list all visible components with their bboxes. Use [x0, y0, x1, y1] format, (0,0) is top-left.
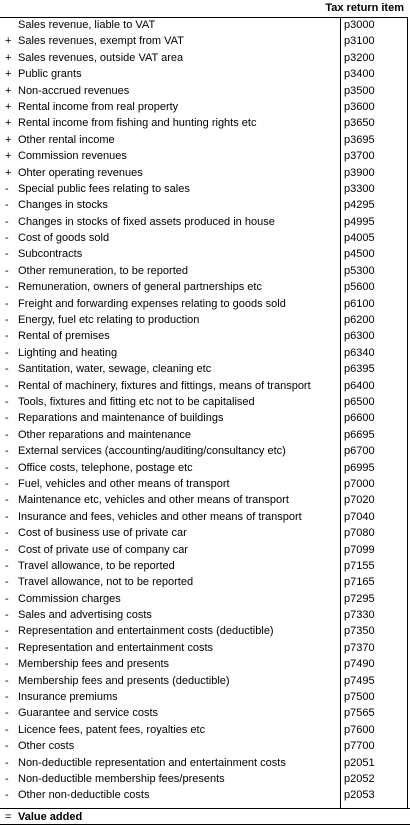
table-row [0, 361, 410, 377]
row-sign: + [5, 100, 12, 113]
row-tax-code: p7330 [344, 609, 375, 622]
row-description: Remuneration, owners of general partnerships etc [18, 281, 262, 294]
row-tax-code: p3400 [344, 68, 375, 81]
row-sign: - [5, 510, 9, 523]
row-description: Rental income from fishing and hunting rights etc [18, 117, 257, 130]
row-sign: - [5, 740, 9, 753]
table-row [0, 673, 410, 689]
row-tax-code: p6300 [344, 330, 375, 343]
row-description: Cost of private use of company car [18, 543, 188, 556]
row-description: Rental of machinery, fixtures and fittings, means of transport [18, 379, 311, 392]
table-row [0, 115, 410, 131]
row-description: Special public fees relating to sales [18, 182, 190, 195]
row-description: Representation and entertainment costs [18, 641, 214, 654]
total-label: Value added [18, 811, 83, 823]
table-row [0, 312, 410, 328]
table-row [0, 542, 410, 558]
row-description: Changes in stocks [18, 199, 108, 212]
row-tax-code: p4005 [344, 232, 375, 245]
table-row [0, 345, 410, 361]
row-sign: - [5, 658, 9, 671]
row-tax-code: p3500 [344, 84, 375, 97]
row-sign: - [5, 494, 9, 507]
table-row [0, 689, 410, 705]
row-sign: - [5, 363, 9, 376]
row-sign: - [5, 477, 9, 490]
row-description: Lighting and heating [18, 346, 118, 359]
row-tax-code: p6395 [344, 363, 375, 376]
row-sign: + [5, 150, 12, 163]
row-sign: - [5, 559, 9, 572]
table-row [0, 197, 410, 213]
row-description: Rental income from real property [18, 100, 179, 113]
row-sign: - [5, 330, 9, 343]
row-description: Freight and forwarding expenses relating to goods sold [18, 297, 286, 310]
table-row [0, 574, 410, 590]
row-tax-code: p5600 [344, 281, 375, 294]
row-sign: - [5, 264, 9, 277]
row-sign: - [5, 609, 9, 622]
row-description: Fuel, vehicles and other means of transport [18, 477, 230, 490]
row-sign: - [5, 314, 9, 327]
row-description: Other rental income [18, 133, 115, 146]
table-row [0, 296, 410, 312]
row-sign: - [5, 232, 9, 245]
row-tax-code: p7295 [344, 592, 375, 605]
row-sign: - [5, 723, 9, 736]
table-row [0, 148, 410, 164]
row-sign: + [5, 166, 12, 179]
row-sign: - [5, 543, 9, 556]
row-sign: + [5, 117, 12, 130]
row-tax-code: p3100 [344, 35, 375, 48]
row-description: Non-deductible representation and entertainment costs [18, 756, 286, 769]
row-sign: - [5, 199, 9, 212]
row-description: Rental of premises [18, 330, 110, 343]
row-tax-code: p6500 [344, 395, 375, 408]
table-row [0, 656, 410, 672]
table-row [0, 246, 410, 262]
row-description: Membership fees and presents (deductible) [18, 674, 230, 687]
row-tax-code: p4995 [344, 215, 375, 228]
row-sign: - [5, 395, 9, 408]
row-tax-code: p6995 [344, 461, 375, 474]
table-row [0, 787, 410, 803]
table-row [0, 165, 410, 181]
row-tax-code: p6700 [344, 445, 375, 458]
tax-items-table [0, 17, 410, 804]
row-description: Licence fees, patent fees, royalties etc [18, 723, 206, 736]
row-tax-code: p6100 [344, 297, 375, 310]
column-header-tax-return-item: Tax return item [325, 2, 404, 14]
row-description: Maintenance etc, vehicles and other means of transport [18, 494, 289, 507]
row-sign: - [5, 592, 9, 605]
table-header [0, 0, 410, 17]
row-tax-code: p7350 [344, 625, 375, 638]
row-sign: - [5, 625, 9, 638]
table-row [0, 230, 410, 246]
table-row [0, 279, 410, 295]
row-tax-code: p7155 [344, 559, 375, 572]
row-description: Other non-deductible costs [18, 789, 150, 802]
row-tax-code: p7565 [344, 707, 375, 720]
row-sign: + [5, 35, 12, 48]
row-tax-code: p3000 [344, 19, 375, 31]
row-tax-code: p3650 [344, 117, 375, 130]
table-row [0, 181, 410, 197]
row-sign: - [5, 182, 9, 195]
row-tax-code: p4295 [344, 199, 375, 212]
row-sign: - [5, 428, 9, 441]
row-description: Representation and entertainment costs (deductible) [18, 625, 274, 638]
row-description: Commission charges [18, 592, 121, 605]
row-sign: - [5, 346, 9, 359]
row-description: Travel allowance, not to be reported [18, 576, 194, 589]
row-sign: - [5, 576, 9, 589]
row-sign: - [5, 674, 9, 687]
row-tax-code: p2051 [344, 756, 375, 769]
table-row [0, 33, 410, 49]
table-row [0, 509, 410, 525]
row-tax-code: p7495 [344, 674, 375, 687]
row-tax-code: p7099 [344, 543, 375, 556]
table-row [0, 132, 410, 148]
table-row [0, 214, 410, 230]
row-sign: - [5, 756, 9, 769]
table-row [0, 460, 410, 476]
row-sign: - [5, 527, 9, 540]
table-row [0, 722, 410, 738]
table-row [0, 17, 410, 33]
table-row [0, 591, 410, 607]
row-sign: - [5, 248, 9, 261]
row-description: Cost of goods sold [18, 232, 110, 245]
row-description: Ohter operating revenues [18, 166, 143, 179]
row-tax-code: p6400 [344, 379, 375, 392]
row-description: Reparations and maintenance of buildings [18, 412, 224, 425]
code-column-divider [340, 17, 341, 808]
table-row [0, 492, 410, 508]
row-tax-code: p7490 [344, 658, 375, 671]
row-tax-code: p4500 [344, 248, 375, 261]
row-description: Non-deductible membership fees/presents [18, 772, 225, 785]
row-sign: - [5, 281, 9, 294]
row-tax-code: p6200 [344, 314, 375, 327]
row-tax-code: p6695 [344, 428, 375, 441]
row-sign: - [5, 412, 9, 425]
row-tax-code: p5300 [344, 264, 375, 277]
row-sign: - [5, 461, 9, 474]
table-row [0, 443, 410, 459]
table-row [0, 525, 410, 541]
row-sign: + [5, 68, 12, 81]
row-description: Tools, fixtures and fitting etc not to be capitalised [18, 395, 255, 408]
row-sign: - [5, 297, 9, 310]
table-row [0, 705, 410, 721]
row-tax-code: p2052 [344, 772, 375, 785]
table-row [0, 50, 410, 66]
row-sign: + [5, 133, 12, 146]
table-row [0, 394, 410, 410]
row-description: Sales revenues, outside VAT area [18, 51, 184, 64]
row-description: Subcontracts [18, 248, 83, 261]
total-sign: = [5, 811, 12, 823]
table-row [0, 771, 410, 787]
row-sign: - [5, 772, 9, 785]
row-tax-code: p7500 [344, 691, 375, 704]
row-tax-code: p6600 [344, 412, 375, 425]
row-sign: - [5, 215, 9, 228]
row-sign: - [5, 641, 9, 654]
table-row [0, 640, 410, 656]
table-row [0, 623, 410, 639]
table-row [0, 476, 410, 492]
row-tax-code: p2053 [344, 789, 375, 802]
row-description: External services (accounting/auditing/consultancy etc) [18, 445, 286, 458]
row-tax-code: p3600 [344, 100, 375, 113]
table-row [0, 378, 410, 394]
row-tax-code: p7000 [344, 477, 375, 490]
row-tax-code: p3700 [344, 150, 375, 163]
row-description: Other reparations and maintenance [18, 428, 192, 441]
row-description: Insurance premiums [18, 691, 118, 704]
row-description: Travel allowance, to be reported [18, 559, 175, 572]
table-row [0, 558, 410, 574]
row-sign: - [5, 691, 9, 704]
row-tax-code: p3300 [344, 182, 375, 195]
row-tax-code: p7040 [344, 510, 375, 523]
row-sign: - [5, 789, 9, 802]
table-row [0, 410, 410, 426]
table-row [0, 607, 410, 623]
row-tax-code: p3200 [344, 51, 375, 64]
row-description: Cost of business use of private car [18, 527, 187, 540]
row-tax-code: p7370 [344, 641, 375, 654]
row-description: Sales revenue, liable to VAT [18, 19, 156, 31]
row-description: Energy, fuel etc relating to production [18, 314, 200, 327]
row-description: Membership fees and presents [18, 658, 170, 671]
table-row [0, 738, 410, 754]
table-row [0, 66, 410, 82]
row-tax-code: p3900 [344, 166, 375, 179]
row-description: Public grants [18, 68, 82, 81]
row-tax-code: p7165 [344, 576, 375, 589]
row-sign: + [5, 84, 12, 97]
row-description: Santitation, water, sewage, cleaning etc [18, 363, 212, 376]
row-tax-code: p6340 [344, 346, 375, 359]
table-row [0, 427, 410, 443]
row-sign: - [5, 707, 9, 720]
row-description: Office costs, telephone, postage etc [18, 461, 193, 474]
row-description: Sales and advertising costs [18, 609, 152, 622]
row-tax-code: p3695 [344, 133, 375, 146]
row-sign: - [5, 379, 9, 392]
row-tax-code: p7700 [344, 740, 375, 753]
table-row [0, 263, 410, 279]
row-description: Other costs [18, 740, 75, 753]
table-row [0, 328, 410, 344]
row-tax-code: p7020 [344, 494, 375, 507]
row-tax-code: p7080 [344, 527, 375, 540]
total-row [0, 808, 410, 825]
row-description: Guarantee and service costs [18, 707, 159, 720]
row-description: Commission revenues [18, 150, 127, 163]
row-description: Sales revenues, exempt from VAT [18, 35, 184, 48]
row-description: Other remuneration, to be reported [18, 264, 188, 277]
row-sign: - [5, 445, 9, 458]
table-row [0, 83, 410, 99]
row-description: Non-accrued revenues [18, 84, 130, 97]
row-description: Changes in stocks of fixed assets produced in house [18, 215, 275, 228]
row-tax-code: p7600 [344, 723, 375, 736]
row-sign: + [5, 51, 12, 64]
table-row [0, 755, 410, 771]
table-row [0, 99, 410, 115]
row-description: Insurance and fees, vehicles and other means of transport [18, 510, 302, 523]
